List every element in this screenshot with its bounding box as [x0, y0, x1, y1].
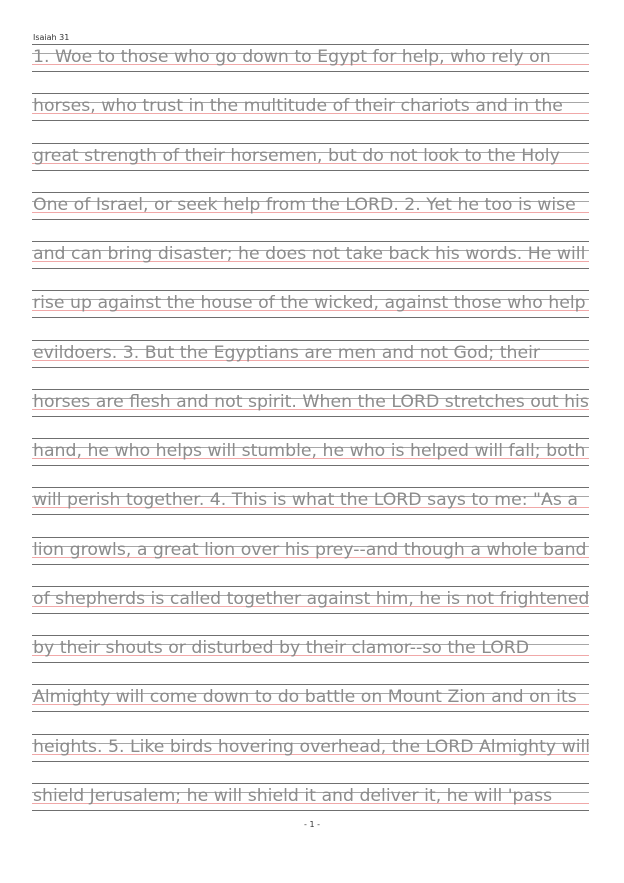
line-bottom-rule: [32, 416, 589, 417]
page-number: - 1 -: [304, 820, 320, 829]
practice-line: [32, 389, 589, 438]
practice-line: [32, 290, 589, 339]
trace-text: evildoers. 3. But the Egyptians are men and not God; their: [33, 342, 541, 363]
practice-line: [32, 487, 589, 536]
line-top-rule: [32, 241, 589, 242]
practice-line: [32, 241, 589, 290]
trace-text: will perish together. 4. This is what the LORD says to me: "As a: [33, 490, 578, 511]
line-top-rule: [32, 192, 589, 193]
practice-line: [32, 93, 589, 142]
practice-line: [32, 192, 589, 241]
practice-line: [32, 143, 589, 192]
trace-text: great strength of their horsemen, but do not look to the Holy: [33, 145, 560, 166]
trace-text: horses, who trust in the multitude of their chariots and in the: [33, 96, 563, 117]
trace-text: shield Jerusalem; he will shield it and deliver it, he will 'pass: [33, 785, 553, 806]
trace-text: lion growls, a great lion over his prey--and though a whole band: [33, 539, 587, 560]
trace-text: horses are flesh and not spirit. When the LORD stretches out his: [33, 391, 589, 412]
practice-line: [32, 734, 589, 783]
trace-text: Almighty will come down to do battle on Mount Zion and on its: [33, 687, 577, 708]
trace-text: by their shouts or disturbed by their clamor--so the LORD: [33, 638, 530, 658]
line-top-rule: [32, 783, 589, 784]
line-bottom-rule: [32, 810, 589, 811]
line-bottom-rule: [32, 564, 589, 565]
line-bottom-rule: [32, 367, 589, 368]
line-bottom-rule: [32, 219, 589, 220]
line-bottom-rule: [32, 761, 589, 762]
line-top-rule: [32, 340, 589, 341]
practice-line: [32, 537, 589, 586]
line-bottom-rule: [32, 465, 589, 466]
line-top-rule: [32, 537, 589, 538]
line-bottom-rule: [32, 662, 589, 663]
practice-line: [32, 684, 589, 733]
trace-text: of shepherds is called together against him, he is not frightened: [33, 588, 590, 609]
line-top-rule: [32, 684, 589, 685]
line-top-rule: [32, 635, 589, 636]
trace-text: rise up against the house of the wicked, against those who help: [33, 293, 586, 314]
trace-text: hand, he who helps will stumble, he who is helped will fall; both: [33, 441, 586, 461]
trace-text: One of Israel, or seek help from the LORD. 2. Yet he too is wise: [33, 194, 576, 215]
practice-line: [32, 340, 589, 389]
line-top-rule: [32, 290, 589, 291]
practice-line: [32, 44, 589, 93]
line-bottom-rule: [32, 120, 589, 121]
line-bottom-rule: [32, 71, 589, 72]
line-top-rule: [32, 44, 589, 45]
line-top-rule: [32, 487, 589, 488]
line-bottom-rule: [32, 268, 589, 269]
trace-text: 1. Woe to those who go down to Egypt for help, who rely on: [33, 47, 551, 67]
line-top-rule: [32, 389, 589, 390]
line-bottom-rule: [32, 514, 589, 515]
line-bottom-rule: [32, 317, 589, 318]
line-top-rule: [32, 586, 589, 587]
line-bottom-rule: [32, 613, 589, 614]
line-bottom-rule: [32, 170, 589, 171]
practice-line: [32, 635, 589, 684]
practice-line: [32, 586, 589, 635]
handwriting-worksheet: [32, 44, 589, 832]
line-top-rule: [32, 734, 589, 735]
line-top-rule: [32, 143, 589, 144]
trace-text: and can bring disaster; he does not take back his words. He will: [33, 244, 586, 264]
trace-text: heights. 5. Like birds hovering overhead, the LORD Almighty will: [33, 736, 591, 757]
line-top-rule: [32, 438, 589, 439]
page-title: Isaiah 31: [33, 33, 70, 42]
practice-line: [32, 438, 589, 487]
line-top-rule: [32, 93, 589, 94]
line-bottom-rule: [32, 711, 589, 712]
